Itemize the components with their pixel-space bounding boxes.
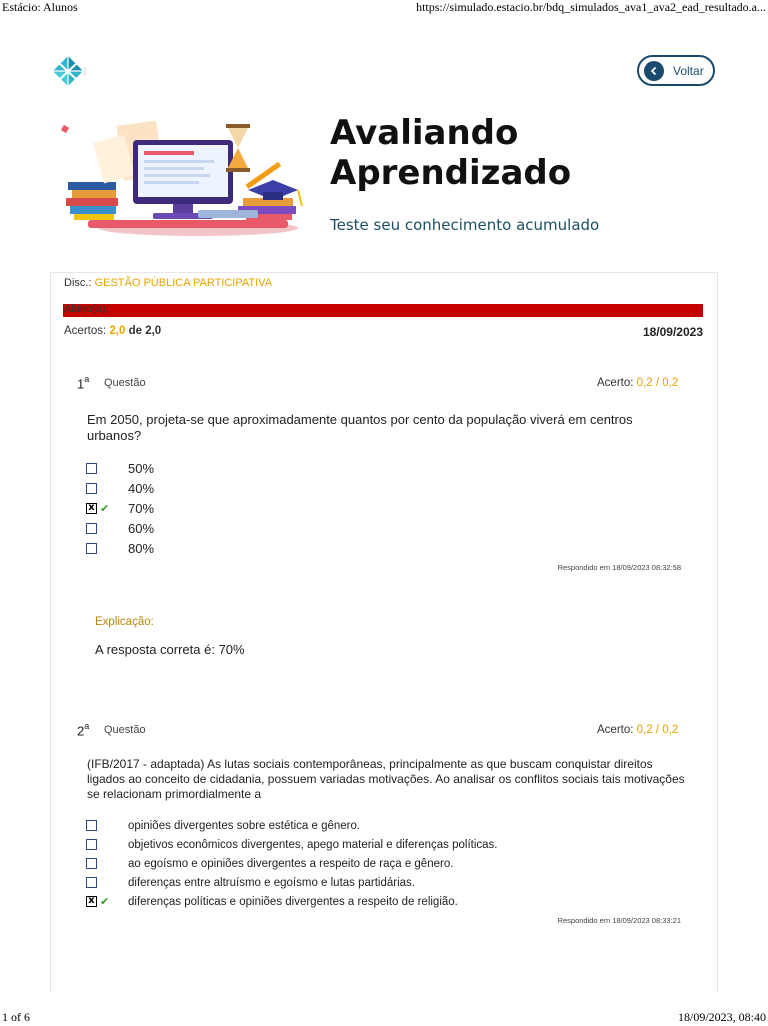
- score-value: 2,0: [109, 325, 126, 337]
- option-item[interactable]: diferenças entre altruísmo e egoísmo e lutas partidárias.: [86, 873, 686, 892]
- question-number: 1$^a$: [77, 374, 90, 392]
- answered-timestamp: Respondido em 18/09/2023 08:32:58: [557, 563, 681, 572]
- question-text: Em 2050, projeta-se que aproximadamente quantos por cento da população viverá em centros urbanos?: [87, 412, 633, 443]
- score-label: Acertos:: [64, 325, 107, 337]
- option-checkbox[interactable]: [86, 820, 97, 831]
- option-item[interactable]: opiniões divergentes sobre estética e gênero.: [86, 816, 686, 835]
- study-illustration: [58, 118, 308, 238]
- page-subtitle: Teste seu conhecimento acumulado: [330, 216, 600, 234]
- answered-timestamp: Respondido em 18/09/2023 08:33:21: [557, 916, 681, 925]
- discipline-value: GESTÃO PÚBLICA PARTICIPATIVA: [94, 277, 273, 289]
- discipline-label: Disc.:: [64, 277, 92, 289]
- option-item[interactable]: ao egoísmo e opiniões divergentes a respeito de raça e gênero.: [86, 854, 686, 873]
- page-title-line2: Aprendizado: [330, 153, 572, 193]
- option-checkbox[interactable]: [86, 523, 97, 534]
- option-checkbox[interactable]: [86, 877, 97, 888]
- option-checkbox[interactable]: [86, 463, 97, 474]
- print-title: Estácio: Alunos: [2, 0, 78, 14]
- option-checkbox[interactable]: [86, 839, 97, 850]
- option-item[interactable]: 40%: [86, 478, 586, 498]
- options-list: [86, 816, 686, 911]
- page-counter: 1 of 6: [2, 1010, 30, 1024]
- estacio-logo[interactable]: [52, 55, 86, 87]
- print-url: https://simulado.estacio.br/bdq_simulados_ava1_ava2_ead_resultado.a...: [416, 0, 766, 14]
- print-datetime: 18/09/2023, 08:40: [677, 1010, 766, 1024]
- back-button[interactable]: [637, 55, 715, 86]
- option-checkbox-checked[interactable]: x: [86, 503, 97, 514]
- student-label: Aluno(a):: [64, 303, 109, 315]
- question-label: Questão: [104, 724, 146, 736]
- option-item[interactable]: 80%: [86, 538, 586, 558]
- print-header: [0, 0, 768, 16]
- option-checkbox-checked[interactable]: x: [86, 896, 97, 907]
- option-item[interactable]: 50%: [86, 458, 586, 478]
- option-item-selected[interactable]: x ✔ 70%: [86, 498, 586, 518]
- chevron-left-icon: [644, 61, 664, 81]
- option-item-selected[interactable]: x ✔ diferenças políticas e opiniões divergentes a respeito de religião.: [86, 892, 686, 911]
- student-bar: [63, 304, 703, 317]
- page-title: [330, 113, 750, 193]
- option-item[interactable]: 60%: [86, 518, 586, 538]
- check-icon: ✔: [100, 502, 110, 515]
- question-label: Questão: [104, 377, 146, 389]
- option-checkbox[interactable]: [86, 858, 97, 869]
- explanation-label: Explicação:: [95, 616, 154, 628]
- option-checkbox[interactable]: [86, 543, 97, 554]
- score-total: de 2,0: [128, 325, 162, 337]
- question-score: Acerto: 0,2 / 0,2: [597, 724, 679, 736]
- question-text: (IFB/2017 - adaptada) As lutas sociais contemporâneas, principalmente as que buscam conquistar direitos ligados ao conceito de cidadania, possuem variadas motivações. Ao analisar os conflitos sociais tais motivações se relacionam primordialmente a: [87, 757, 685, 801]
- score-summary: [64, 325, 161, 337]
- option-item[interactable]: objetivos econômicos divergentes, apego material e diferenças políticas.: [86, 835, 686, 854]
- option-checkbox[interactable]: [86, 483, 97, 494]
- explanation-text: A resposta correta é: 70%: [95, 642, 245, 657]
- options-list: [86, 458, 586, 558]
- question-number: 2$^a$: [77, 721, 90, 739]
- back-button-label: Voltar: [673, 63, 704, 78]
- page-title-line1: Avaliando: [330, 113, 519, 153]
- discipline-row: [64, 277, 272, 289]
- question-score: Acerto: 0,2 / 0,2: [597, 377, 679, 389]
- exam-date: 18/09/2023: [642, 325, 703, 339]
- check-icon: ✔: [100, 896, 110, 908]
